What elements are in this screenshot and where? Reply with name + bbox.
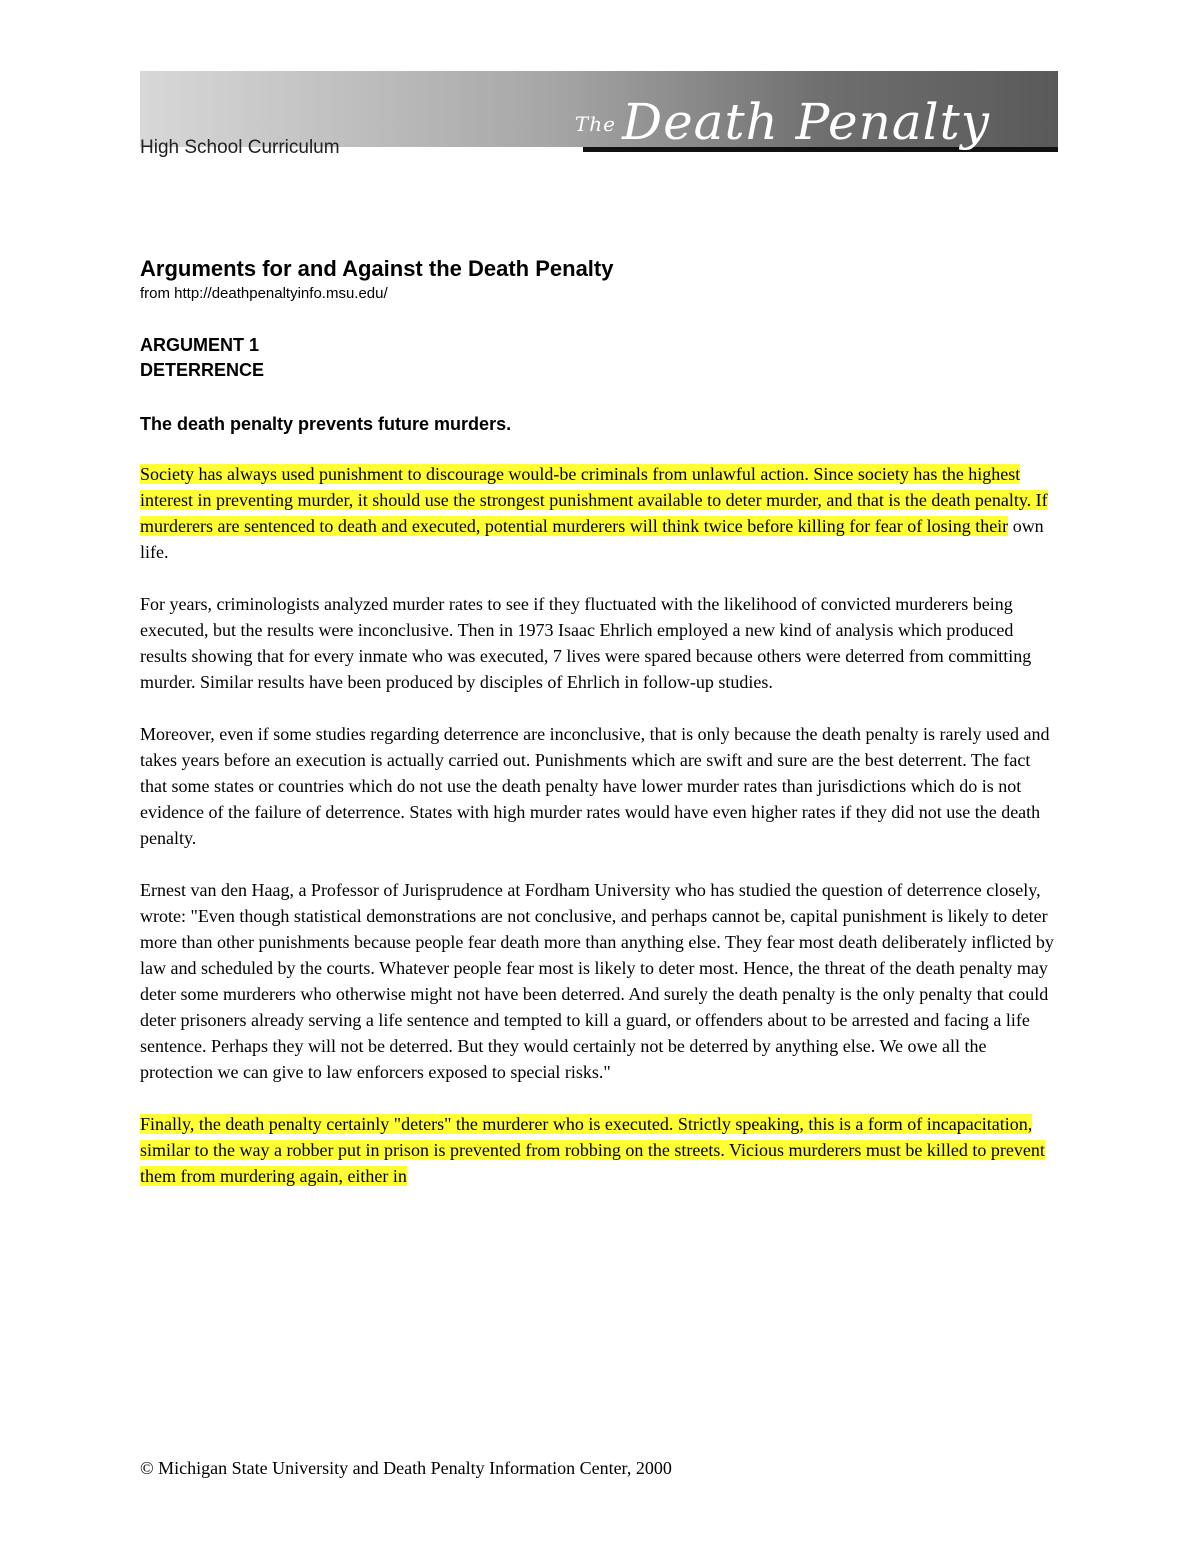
argument-heading: [140, 333, 1058, 383]
highlighted-text: Society has always used punishment to discourage would-be criminals from unlawful action. Since society has the highest interest in preventing murder, it should use the strongest punishment available to deter murder, and that is the death penalty. If murderers are sentenced to death and executed, potential murderers will think twice before killing for fear of losing their: [140, 464, 1048, 536]
banner-title-text: Death Penalty: [621, 93, 990, 151]
paragraph-4: Ernest van den Haag, a Professor of Jurisprudence at Fordham University who has studied the question of deterrence closely, wrote: "Even though statistical demonstrations are not conclusive, and perhaps cannot be, capital punishment is likely to deter more than other punishments because people fear death more than anything else. They fear most death deliberately inflicted by law and scheduled by the courts. Whatever people fear most is likely to deter most. Hence, the threat of the death penalty may deter some murderers who otherwise might not have been deterred. And surely the death penalty is the only penalty that could deter prisoners already serving a life sentence and tempted to kill a guard, or offenders about to be arrested and facing a life sentence. Perhaps they will not be deterred. But they would certainly not be deterred by anything else. We owe all the protection we can give to law enforcers exposed to special risks.": [140, 880, 1054, 1082]
paragraph-5: [140, 1111, 1058, 1189]
document-body: [140, 248, 1058, 1189]
curriculum-label: High School Curriculum: [140, 137, 340, 158]
argument-topic: DETERRENCE: [140, 360, 265, 380]
highlighted-text: Finally, the death penalty certainly "deters" the murderer who is executed. Strictly speaking, this is a form of incapacitation, similar to the way a robber put in prison is prevented from robbing on the streets. Vicious murderers must be killed to prevent them from murdering again, either in: [140, 1114, 1045, 1186]
argument-claim: The death penalty prevents future murders.: [140, 414, 512, 434]
copyright-footer: © Michigan State University and Death Penalty Information Center, 2000: [140, 1458, 672, 1478]
paragraph-3: Moreover, even if some studies regarding deterrence are inconclusive, that is only because the death penalty is rarely used and takes years before an execution is actually carried out. Punishments which are swift and sure are the best deterrent. The fact that some states or countries which do not use the death penalty have lower murder rates than jurisdictions which do is not evidence of the failure of deterrence. States with high murder rates would have even higher rates if they did not use the death penalty.: [140, 724, 1050, 848]
paragraph-2: For years, criminologists analyzed murder rates to see if they fluctuated with the likelihood of convicted murderers being executed, but the results were inconclusive. Then in 1973 Isaac Ehrlich employed a new kind of analysis which produced results showing that for every inmate who was executed, 7 lives were spared because others were deterred from committing murder. Similar results have been produced by disciples of Ehrlich in follow-up studies.: [140, 594, 1032, 692]
paragraph-1-rest: own life.: [140, 516, 1044, 562]
paragraph-1: [140, 461, 1058, 565]
banner-logo-title: [575, 92, 990, 154]
source-line: from http://deathpenaltyinfo.msu.edu/: [140, 285, 388, 302]
argument-number: ARGUMENT 1: [140, 335, 260, 355]
banner-the: The: [574, 112, 616, 136]
page-title: Arguments for and Against the Death Penalty: [140, 256, 614, 281]
